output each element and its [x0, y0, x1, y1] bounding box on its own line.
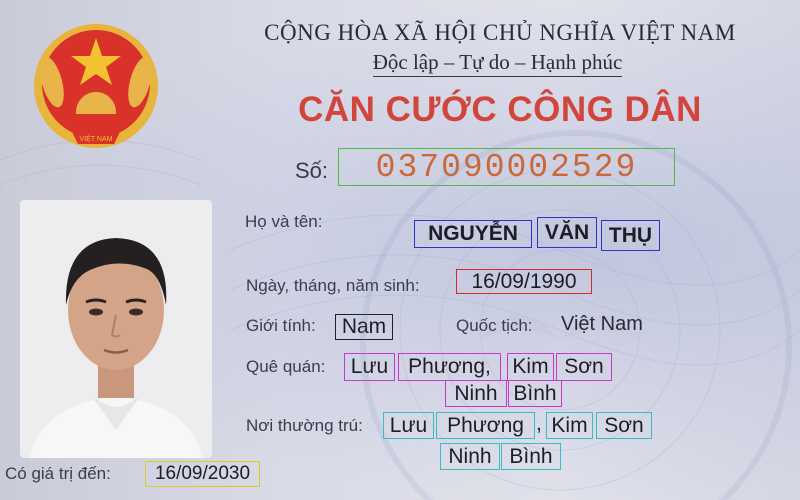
residence-word: Sơn	[596, 412, 652, 439]
hometown-word: Phương,	[398, 353, 501, 381]
dob-label: Ngày, tháng, năm sinh:	[246, 276, 420, 295]
hometown-label: Quê quán:	[246, 357, 326, 376]
hometown-word: Ninh	[445, 380, 507, 407]
hometown-word: Lưu	[344, 353, 395, 381]
residence-word: Kim	[546, 412, 593, 439]
nationality-label: Quốc tịch:	[456, 316, 533, 335]
residence-word: Ninh	[440, 443, 500, 470]
id-number-label: Số:	[295, 158, 329, 183]
dob-value: 16/09/1990	[456, 269, 592, 294]
full-name-label: Họ và tên:	[245, 212, 323, 231]
emblem-ribbon-text: VIỆT NAM	[79, 136, 113, 143]
card-title: CĂN CƯỚC CÔNG DÂN	[298, 90, 702, 129]
hometown-word: Sơn	[556, 353, 612, 381]
hometown-word: Bình	[508, 380, 562, 407]
name-word-3: THỤ	[601, 220, 660, 251]
nationality-value: Việt Nam	[561, 313, 643, 335]
residence-word: Bình	[501, 443, 561, 470]
sex-value: Nam	[335, 314, 393, 340]
residence-comma: ,	[536, 412, 542, 435]
residence-word: Lưu	[383, 412, 434, 439]
hometown-word: Kim	[507, 353, 554, 381]
sex-label: Giới tính:	[246, 316, 316, 335]
name-word-2: VĂN	[537, 217, 597, 248]
motto-text: Độc lập – Tự do – Hạnh phúc	[373, 50, 623, 77]
residence-word: Phương	[436, 412, 535, 439]
portrait-photo	[20, 200, 212, 458]
id-number-value: 037090002529	[338, 148, 675, 186]
residence-label: Nơi thường trú:	[246, 416, 363, 435]
name-word-1: NGUYỄN	[414, 220, 532, 248]
motto	[0, 50, 800, 75]
country-line: CỘNG HÒA XÃ HỘI CHỦ NGHĨA VIỆT NAM	[264, 20, 736, 45]
expiry-value: 16/09/2030	[145, 461, 260, 487]
expiry-label: Có giá trị đến:	[5, 464, 111, 483]
